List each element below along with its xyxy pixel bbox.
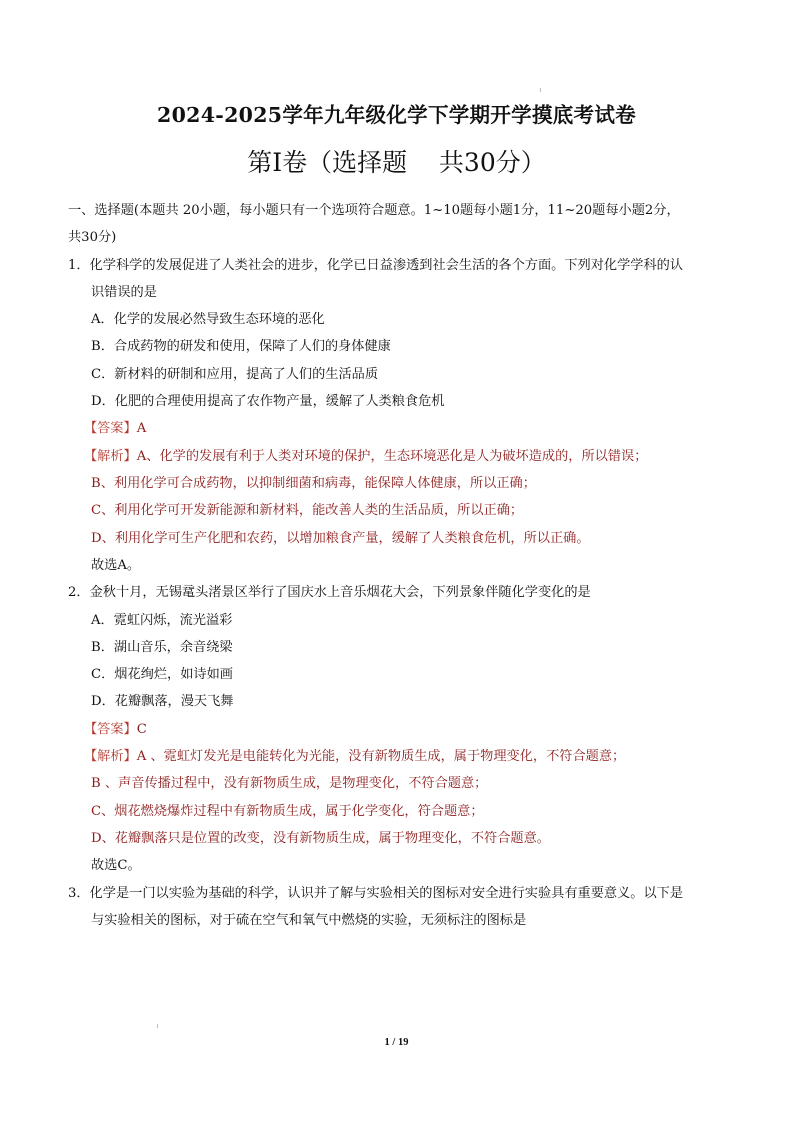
question-2-option-d: D．花瓣飘落，漫天飞舞 [91,694,234,709]
section-instructions-line-2: 共30分) [68,230,117,245]
question-1-conclusion: 故选A。 [91,558,141,573]
answer-tag: 【答案】 [84,722,137,737]
question-2-option-a: A．霓虹闪烁，流光溢彩 [91,613,233,628]
question-1-option-c: C．新材料的研制和应用，提高了人们的生活品质 [91,367,379,382]
answer-value: A [136,421,147,436]
question-1-option-b: B．合成药物的研发和使用，保障了人们的身体健康 [91,339,391,354]
answer-value: C [136,722,147,737]
page-number: 1 / 19 [384,1037,409,1048]
question-2-analysis-line-2: B 、声音传播过程中，没有新物质生成，是物理变化，不符合题意； [91,776,488,791]
question-1-answer [84,420,146,438]
question-3-stem-line-1: 3．化学是一门以实验为基础的科学，认识并了解与实验相关的图标对安全进行实验具有重要意义。以下是 [68,886,684,901]
question-3-stem-line-2: 与实验相关的图标，对于硫在空气和氧气中燃烧的实验，无须标注的图标是 [91,913,527,928]
question-2-option-c: C．烟花绚烂，如诗如画 [91,667,233,682]
question-1-analysis-line-2: B、利用化学可合成药物，以抑制细菌和病毒，能保障人体健康，所以正确； [91,476,536,491]
analysis-text: A 、霓虹灯发光是电能转化为光能，没有新物质生成，属于物理变化，不符合题意； [136,749,626,764]
scan-speck [157,1024,158,1028]
question-2-analysis-line-4: D、花瓣飘落只是位置的改变，没有新物质生成，属于物理变化，不符合题意。 [91,831,550,846]
analysis-tag: 【解析】 [84,749,137,764]
answer-tag: 【答案】 [84,421,137,436]
question-1-analysis-line-1 [84,448,647,466]
question-2-analysis-line-1 [84,748,625,766]
exam-title: 2024-2025学年九年级化学下学期开学摸底考试卷 [157,103,636,127]
question-1-analysis-line-3: C、利用化学可开发新能源和新材料，能改善人类的生活品质，所以正确； [91,503,524,518]
section-subtitle: 第Ⅰ卷（选择题 共30分） [247,148,546,177]
question-1-analysis-line-4: D、利用化学可生产化肥和农药，以增加粮食产量，缓解了人类粮食危机，所以正确。 [91,531,590,546]
analysis-text: A、化学的发展有利于人类对环境的保护，生态环境恶化是人为破坏造成的，所以错误； [136,449,648,464]
question-2-conclusion: 故选C。 [91,858,141,873]
scan-speck [540,88,541,92]
question-2-option-b: B．湖山音乐，余音绕梁 [91,640,233,655]
question-1-stem-line-1: 1．化学科学的发展促进了人类社会的进步，化学已日益渗透到社会生活的各个方面。下列对化学学科的认 [68,258,684,273]
question-1-option-a: A．化学的发展必然导致生态环境的恶化 [91,312,325,327]
section-instructions-line-1: 一、选择题(本题共 20小题，每小题只有一个选项符合题意。1~10题每小题1分，11~20题每小题2分， [68,203,680,218]
question-2-stem-line-1: 2．金秋十月，无锡鼋头渚景区举行了国庆水上音乐烟花大会，下列景象伴随化学变化的是 [68,585,591,600]
question-1-stem-line-2: 识错误的是 [91,285,157,300]
question-1-option-d: D．化肥的合理使用提高了农作物产量，缓解了人类粮食危机 [91,394,445,409]
question-2-analysis-line-3: C、烟花燃烧爆炸过程中有新物质生成，属于化学变化，符合题意； [91,804,484,819]
analysis-tag: 【解析】 [84,449,137,464]
question-2-answer [84,721,147,739]
